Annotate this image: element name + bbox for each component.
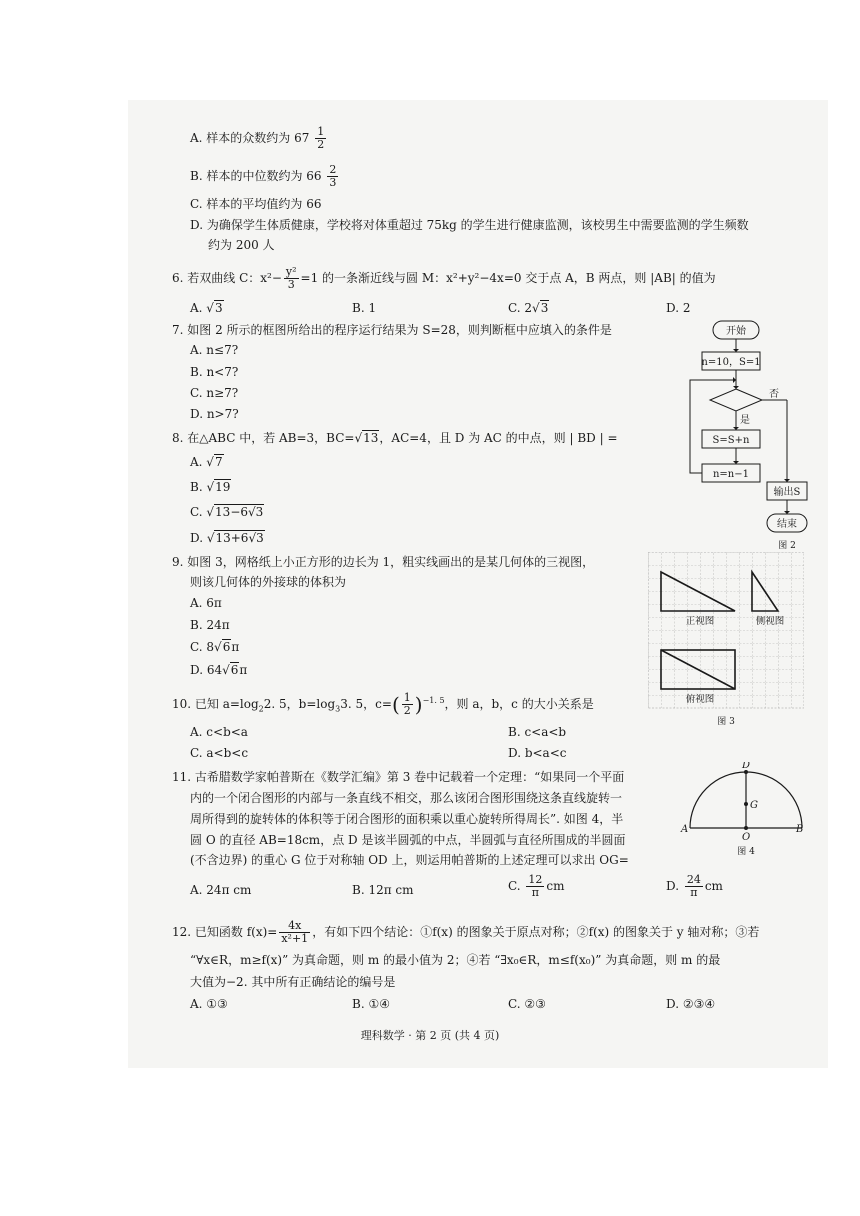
label-a: A xyxy=(681,824,689,835)
q10-log-base-2: 2 xyxy=(258,704,264,714)
q9-option-c: C. 8√6π xyxy=(190,640,240,654)
q8-option-a: A. √7 xyxy=(190,455,223,469)
q6-option-a-label: A. xyxy=(190,301,207,315)
q8-option-b-label: B. xyxy=(190,480,207,494)
label-d: D xyxy=(742,762,751,771)
q11-line4: 圆 O 的直径 AB=18cm，点 D 是该半圆弧的中点，半圆弧与直径所围成的半圆面 xyxy=(190,833,626,847)
q5-option-a-fraction xyxy=(315,126,326,151)
label-o: O xyxy=(742,832,751,843)
q11-option-c-numerator: 12 xyxy=(528,873,543,886)
q6-option-c-label: C. 2 xyxy=(508,301,533,315)
q10-option-c: C. a<b<c xyxy=(190,746,249,760)
q6-fraction xyxy=(284,266,299,291)
q12-denominator: x²+1 xyxy=(281,932,309,945)
flow-init-label: n=10，S=1 xyxy=(701,357,761,368)
q6-option-d: D. 2 xyxy=(666,301,691,315)
q11-option-d-denominator: π xyxy=(690,886,698,899)
q5-option-a xyxy=(190,126,328,151)
figure-4-caption: 图 4 xyxy=(737,847,755,857)
q10-log-base-3: 3 xyxy=(335,704,341,714)
q12-stem-part-b: ，有如下四个结论：①f(x) 的图象关于原点对称；②f(x) 的图象关于 y 轴对称；③若 xyxy=(312,925,760,939)
q10-exponent: −1. 5 xyxy=(422,696,445,705)
q11-option-d-numerator: 24 xyxy=(686,873,701,886)
q8-option-a-label: A. xyxy=(190,455,207,469)
q8-stem-part-b: ，AC=4，且 D 为 AC 的中点，则 | BD | = xyxy=(379,431,618,445)
q8-option-c-label: C. xyxy=(190,505,207,519)
q7-stem: 7. 如图 2 所示的框图所给出的程序运行结果为 S=28，则判断框中应填入的条件是 xyxy=(172,323,612,337)
q12-line3: 大值为−2. 其中所有正确结论的编号是 xyxy=(190,975,396,989)
q11-option-c-unit: cm xyxy=(546,879,565,893)
point-g xyxy=(744,802,748,806)
q5-option-d-line2: 约为 200 人 xyxy=(208,238,275,252)
q12-line2: “∀x∈R，m≥f(x)” 为真命题，则 m 的最小值为 2；④若 “∃x₀∈R，m≤f(x₀)” 为真命题，则 m 的最 xyxy=(190,953,721,967)
q9-option-b: B. 24π xyxy=(190,618,230,632)
page-footer: 理科数学 · 第 2 页 (共 4 页) xyxy=(360,1029,500,1042)
front-view-label: 正视图 xyxy=(685,616,715,627)
q11-line3: 周所得到的旋转体的体积等于闭合图形的面积乘以重心旋转所得周长”. 如图 4，半 xyxy=(190,812,624,826)
q8-stem: 8. 在△ABC 中，若 AB=3，BC=√13，AC=4，且 D 为 AC 的中点，则 | BD | = xyxy=(172,431,618,445)
q10-stem-part-d: ，则 a，b，c 的大小关系是 xyxy=(444,697,594,711)
label-g: G xyxy=(750,800,758,811)
point-o xyxy=(744,826,748,830)
q6-stem xyxy=(172,266,716,291)
q11-option-d-fraction xyxy=(685,874,703,899)
q8-stem-part-a: 8. 在△ABC 中，若 AB=3，BC= xyxy=(172,431,355,445)
q6-denominator: 3 xyxy=(287,278,295,291)
q7-option-a: A. n≤7? xyxy=(190,343,239,357)
q9-stem-line1: 9. 如图 3，网格纸上小正方形的边长为 1，粗实线画出的是某几何体的三视图， xyxy=(172,555,595,569)
q6-option-a: A. √3 xyxy=(190,301,223,315)
q8-stem-radicand: 13 xyxy=(363,431,379,445)
q6-stem-part-b: =1 的一条渐近线与圆 M：x²+y²−4x=0 交于点 A，B 两点，则 |AB| 的值为 xyxy=(300,271,716,285)
q10-denominator: 2 xyxy=(403,704,411,717)
q10-numerator: 1 xyxy=(403,691,411,704)
q7-option-c: C. n≥7? xyxy=(190,386,239,400)
q10-option-d: D. b<a<c xyxy=(508,746,567,760)
flow-no-label: 否 xyxy=(769,389,779,400)
semicircle-figure xyxy=(678,762,808,858)
q10-stem: 10. 已知 $a=\log_22$. 5，$b=\log_33$. 5，c=( $\frac{1}{2}$ )$^{-1. 5}$，则 a，b，c 的大小关系是 xyxy=(172,691,594,717)
q8-option-b: B. √19 xyxy=(190,480,231,494)
three-view-figure xyxy=(648,552,804,728)
q6-option-a-radicand: 3 xyxy=(214,301,223,315)
q11-option-c-fraction xyxy=(526,874,544,899)
q5-a-numerator: 1 xyxy=(317,125,325,138)
side-view-label: 侧视图 xyxy=(755,616,785,627)
q5-b-denominator: 3 xyxy=(329,176,337,189)
q12-option-c: C. ②③ xyxy=(508,997,546,1011)
q9-option-c-label: C. 8 xyxy=(190,640,215,654)
q11-option-c xyxy=(508,874,565,899)
label-b: B xyxy=(796,824,804,835)
q6-option-c-radicand: 3 xyxy=(540,301,549,315)
q8-option-d-radicand: 13+6√3 xyxy=(215,531,264,545)
q11-line2: 内的一个闭合图形的内部与一条直线不相交，那么该闭合图形围绕这条直线旋转一 xyxy=(190,791,623,805)
q10-stem-part-b: 2. 5，b=log xyxy=(263,697,336,711)
q8-option-d: D. √13+6√3 xyxy=(190,531,264,545)
q10-fraction xyxy=(402,692,413,717)
q11-option-d-label: D. xyxy=(666,879,683,893)
q6-numerator: y² xyxy=(285,265,297,278)
q5-option-d-line1: D. 为确保学生体质健康，学校将对体重超过 75kg 的学生进行健康监测，该校男生中需要监测的学生频数 xyxy=(190,218,749,232)
q12-stem-part-a: 12. 已知函数 f(x)= xyxy=(172,925,278,939)
q5-option-b-fraction xyxy=(327,164,338,189)
q11-option-b: B. 12π cm xyxy=(352,883,414,897)
figure-3-caption: 图 3 xyxy=(717,717,735,727)
q11-line1: 11. 古希腊数学家帕普斯在《数学汇编》第 3 卷中记载着一个定理：“如果同一个平面 xyxy=(172,770,625,784)
q12-option-d: D. ②③④ xyxy=(666,997,716,1011)
q9-option-d-tail: π xyxy=(239,663,248,677)
q9-option-d-radicand: 6 xyxy=(230,663,239,677)
q8-option-d-label: D. xyxy=(190,531,207,545)
q9-option-d-label: D. 64 xyxy=(190,663,223,677)
q8-option-a-radicand: 7 xyxy=(214,455,223,469)
q6-stem-part-a: 6. 若双曲线 C：x²− xyxy=(172,271,282,285)
q10-option-b: B. c<a<b xyxy=(508,725,567,739)
q8-option-c: C. √13−6√3 xyxy=(190,505,264,519)
q9-stem-line2: 则该几何体的外接球的体积为 xyxy=(190,575,347,589)
q11-option-d-unit: cm xyxy=(704,879,723,893)
q12-option-a: A. ①③ xyxy=(190,997,228,1011)
q5-option-a-text: A. 样本的众数约为 67 xyxy=(190,131,310,145)
q5-b-numerator: 2 xyxy=(329,163,337,176)
flow-assign-s-label: S=S+n xyxy=(712,435,750,446)
q9-option-c-radicand: 6 xyxy=(222,640,231,654)
q11-line5: (不含边界) 的重心 G 位于对称轴 OD 上，则运用帕普斯的上述定理可以求出 OG= xyxy=(190,853,629,867)
q10-option-a: A. c<b<a xyxy=(190,725,248,739)
flowchart-figure xyxy=(680,318,820,554)
flow-output-label: 输出S xyxy=(773,487,801,498)
flow-start-label: 开始 xyxy=(726,326,746,337)
flow-assign-n-label: n=n−1 xyxy=(712,469,750,480)
q9-option-a: A. 6π xyxy=(190,596,222,610)
q8-option-c-radicand: 13−6√3 xyxy=(215,505,264,519)
q5-a-denominator: 2 xyxy=(317,138,325,151)
q11-option-a: A. 24π cm xyxy=(190,883,252,897)
flow-end-label: 结束 xyxy=(777,519,797,530)
q6-option-b: B. 1 xyxy=(352,301,377,315)
q5-option-b-text: B. 样本的中位数约为 66 xyxy=(190,169,322,183)
q9-option-c-tail: π xyxy=(231,640,240,654)
q12-numerator: 4x xyxy=(279,920,310,933)
flow-yes-label: 是 xyxy=(740,415,750,426)
q11-option-d xyxy=(666,874,723,899)
q7-option-b: B. n<7? xyxy=(190,365,239,379)
q7-option-d: D. n>7? xyxy=(190,407,239,421)
q8-option-b-radicand: 19 xyxy=(215,480,231,494)
q12-fraction xyxy=(279,920,310,945)
figure-2-caption: 图 2 xyxy=(778,541,796,551)
q9-option-d: D. 64√6π xyxy=(190,663,248,677)
q10-stem-part-a: 10. 已知 a=log xyxy=(172,697,259,711)
q11-option-c-label: C. xyxy=(508,879,525,893)
q11-option-c-denominator: π xyxy=(531,886,539,899)
flow-decision-diamond xyxy=(710,389,762,411)
q10-stem-part-c: 3. 5，c= xyxy=(340,697,392,711)
q6-option-c: C. 2√3 xyxy=(508,301,549,315)
q12-stem xyxy=(172,920,759,945)
q5-option-b xyxy=(190,164,340,189)
q12-option-b: B. ①④ xyxy=(352,997,390,1011)
top-view-label: 俯视图 xyxy=(685,694,715,705)
q5-option-c: C. 样本的平均值约为 66 xyxy=(190,197,322,211)
